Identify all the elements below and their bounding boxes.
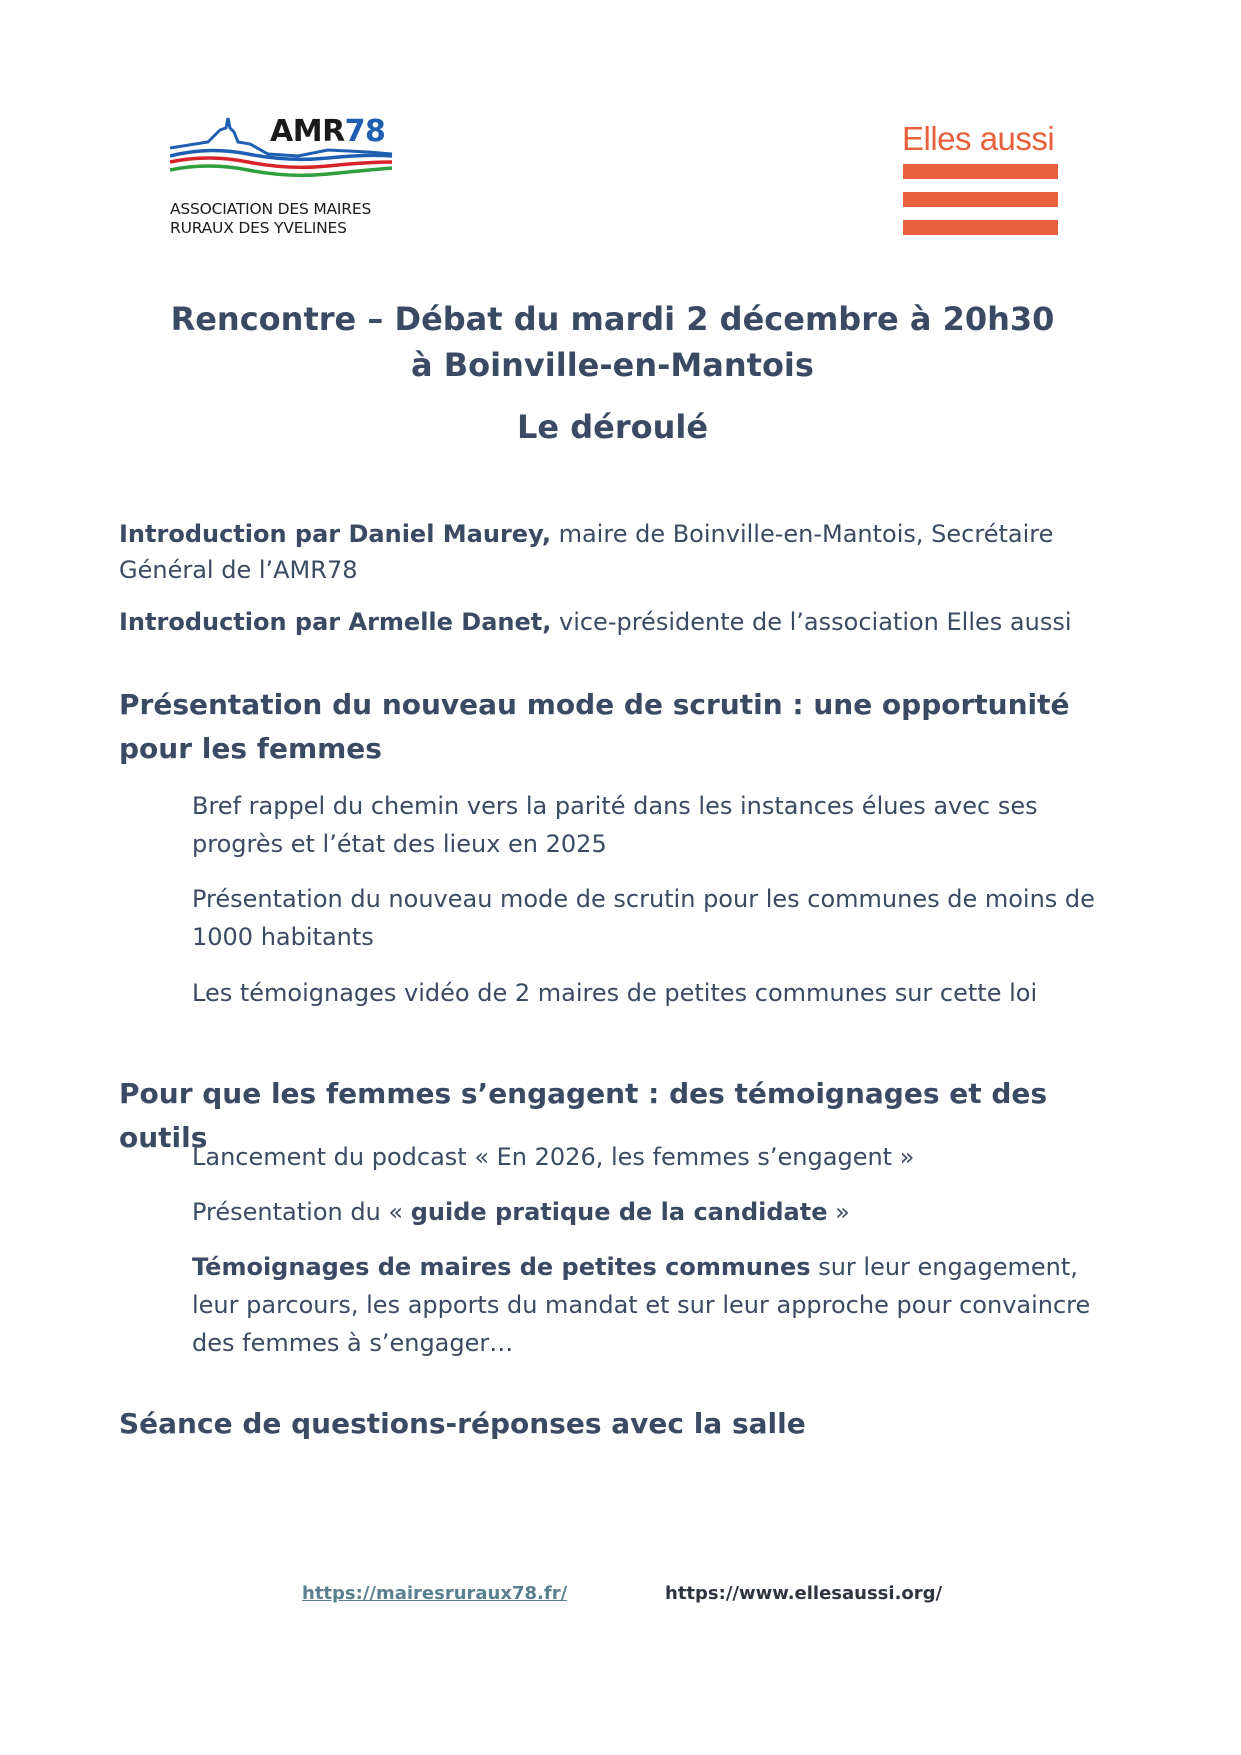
section1-item-3: Les témoignages vidéo de 2 maires de petites communes sur cette loi	[192, 979, 1038, 1007]
link-ellesaussi[interactable]: https://www.ellesaussi.org/	[665, 1583, 943, 1604]
amr78-subtitle-line2: RURAUX DES YVELINES	[170, 219, 347, 237]
elles-bar-1	[903, 164, 1058, 179]
section2-item-temoignages: Témoignages de maires de petites communes sur leur engagement, leur parcours, les apports du mandat et sur leur approche pour convaincre des femmes à s’engager…	[192, 1253, 1091, 1357]
elles-aussi-wordmark: Elles aussi	[902, 120, 1055, 157]
elles-bar-3	[903, 220, 1058, 235]
amr78-wordmark: AMR78	[270, 114, 386, 149]
link-mairesruraux78[interactable]: https://mairesruraux78.fr/	[302, 1583, 568, 1604]
event-location: à Boinville-en-Mantois	[411, 346, 814, 384]
section2-item-podcast: Lancement du podcast « En 2026, les femmes s’engagent »	[192, 1143, 915, 1171]
program-subtitle: Le déroulé	[516, 408, 709, 446]
section-heading-engagement: Pour que les femmes s’engagent : des témoignages et des outils	[119, 1077, 1048, 1154]
section-heading-questions: Séance de questions-réponses avec la salle	[119, 1407, 806, 1440]
section1-item-2: Présentation du nouveau mode de scrutin pour les communes de moins de 1000 habitants	[192, 885, 1095, 951]
elles-bar-2	[903, 192, 1058, 207]
section-heading-scrutin: Présentation du nouveau mode de scrutin : une opportunité pour les femmes	[119, 688, 1070, 765]
intro-daniel-maurey: Introduction par Daniel Maurey, maire de Boinville-en-Mantois, Secrétaire Général de l’AMR78	[119, 520, 1054, 584]
elles-aussi-logo	[902, 120, 1062, 240]
section2-item-guide: Présentation du « guide pratique de la candidate »	[192, 1198, 850, 1226]
section1-item-1: Bref rappel du chemin vers la parité dans les instances élues avec ses progrès et l’état des lieux en 2025	[192, 792, 1038, 858]
amr78-logo	[168, 112, 408, 242]
amr78-subtitle-line1: ASSOCIATION DES MAIRES	[170, 200, 372, 218]
intro-armelle-danet: Introduction par Armelle Danet, vice-présidente de l’association Elles aussi	[119, 608, 1072, 636]
event-title: Rencontre – Débat du mardi 2 décembre à 20h30	[170, 300, 1055, 338]
